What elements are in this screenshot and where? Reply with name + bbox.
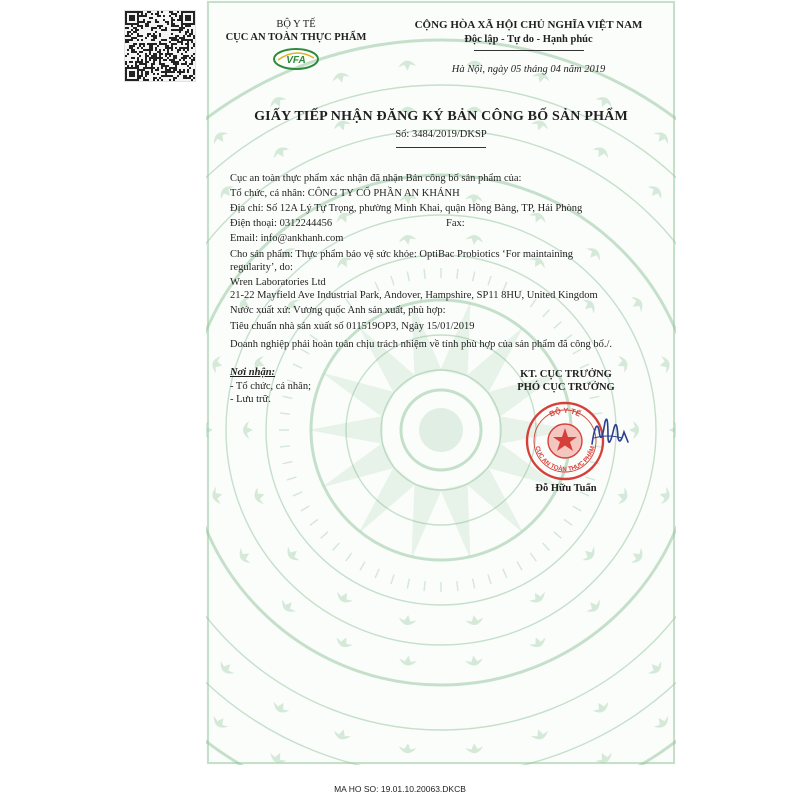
document-title: GIẤY TIẾP NHẬN ĐĂNG KÝ BẢN CÔNG BỐ SẢN PHẨM — [254, 109, 628, 124]
signatory-name: Đỗ Hữu Tuấn — [535, 483, 597, 494]
title-underline — [396, 147, 486, 148]
agency-name: CỤC AN TOÀN THỰC PHẨM — [225, 32, 367, 43]
qr-code — [124, 10, 196, 82]
recipient-item: - Tổ chức, cá nhân; — [230, 381, 312, 392]
body-line: Cho sản phẩm: Thực phẩm bảo vệ sức khỏe: OptiBac Probiotics ‘For maintaining — [230, 249, 574, 260]
handwritten-signature-icon — [584, 408, 632, 458]
motto-underline — [474, 50, 584, 51]
certificate-content — [206, 0, 676, 765]
signatory-subtitle: PHÓ CỤC TRƯỞNG — [517, 382, 615, 393]
signatory-title: KT. CỤC TRƯỞNG — [520, 369, 612, 380]
body-line: Tiêu chuẩn nhà sản xuất số 011519OP3, Ngày 15/01/2019 — [230, 321, 475, 332]
body-line: 21-22 Mayfield Ave Industrial Park, Andover, Hampshire, SP11 8HU, United Kingdom — [230, 290, 598, 301]
vfa-logo-icon — [272, 47, 320, 71]
vfa-logo-text: VFA — [286, 55, 306, 66]
fax-label: Fax: — [446, 218, 465, 229]
recipient-item: - Lưu trữ. — [230, 394, 271, 405]
dossier-code: MA HO SO: 19.01.10.20063.DKCB — [334, 784, 466, 794]
national-motto: Độc lập - Tự do - Hạnh phúc — [464, 34, 593, 45]
ministry-name: BỘ Y TẾ — [276, 19, 316, 30]
body-line: Wren Laboratories Ltd — [230, 277, 326, 288]
body-line: Doanh nghiệp phải hoàn toàn chịu trách nhiệm về tính phù hợp của sản phẩm đã công bố./. — [230, 339, 612, 350]
certificate — [206, 0, 676, 765]
body-line: Cục an toàn thực phẩm xác nhận đã nhận Bản công bố sản phẩm của: — [230, 173, 522, 184]
body-line: Nước xuất xứ: Vương quốc Anh sản xuất, phù hợp: — [230, 305, 446, 316]
recipients-label: Nơi nhận: — [230, 367, 276, 378]
seal-top-text: BỘ Y TẾ — [547, 405, 583, 419]
country-name: CỘNG HÒA XÃ HỘI CHỦ NGHĨA VIỆT NAM — [414, 19, 643, 31]
body-line: Địa chỉ: Số 12A Lý Tự Trọng, phường Minh Khai, quận Hồng Bàng, TP, Hải Phòng — [230, 203, 583, 214]
body-line: Email: info@ankhanh.com — [230, 233, 344, 244]
svg-text:BỘ Y TẾ — [548, 406, 583, 419]
seal-bottom-text: CỤC AN TOÀN THỰC PHẨM — [533, 445, 597, 474]
body-line: Điện thoại: 0312244456 — [230, 218, 333, 229]
place-date: Hà Nội, ngày 05 tháng 04 năm 2019 — [451, 64, 606, 75]
qr-code-graphic — [125, 11, 195, 81]
body-line: regularity’, do: — [230, 262, 293, 273]
document-number: Số: 3484/2019/DKSP — [395, 129, 487, 140]
body-line: Tổ chức, cá nhân: CÔNG TY CỔ PHẦN AN KHÁNH — [230, 188, 460, 199]
